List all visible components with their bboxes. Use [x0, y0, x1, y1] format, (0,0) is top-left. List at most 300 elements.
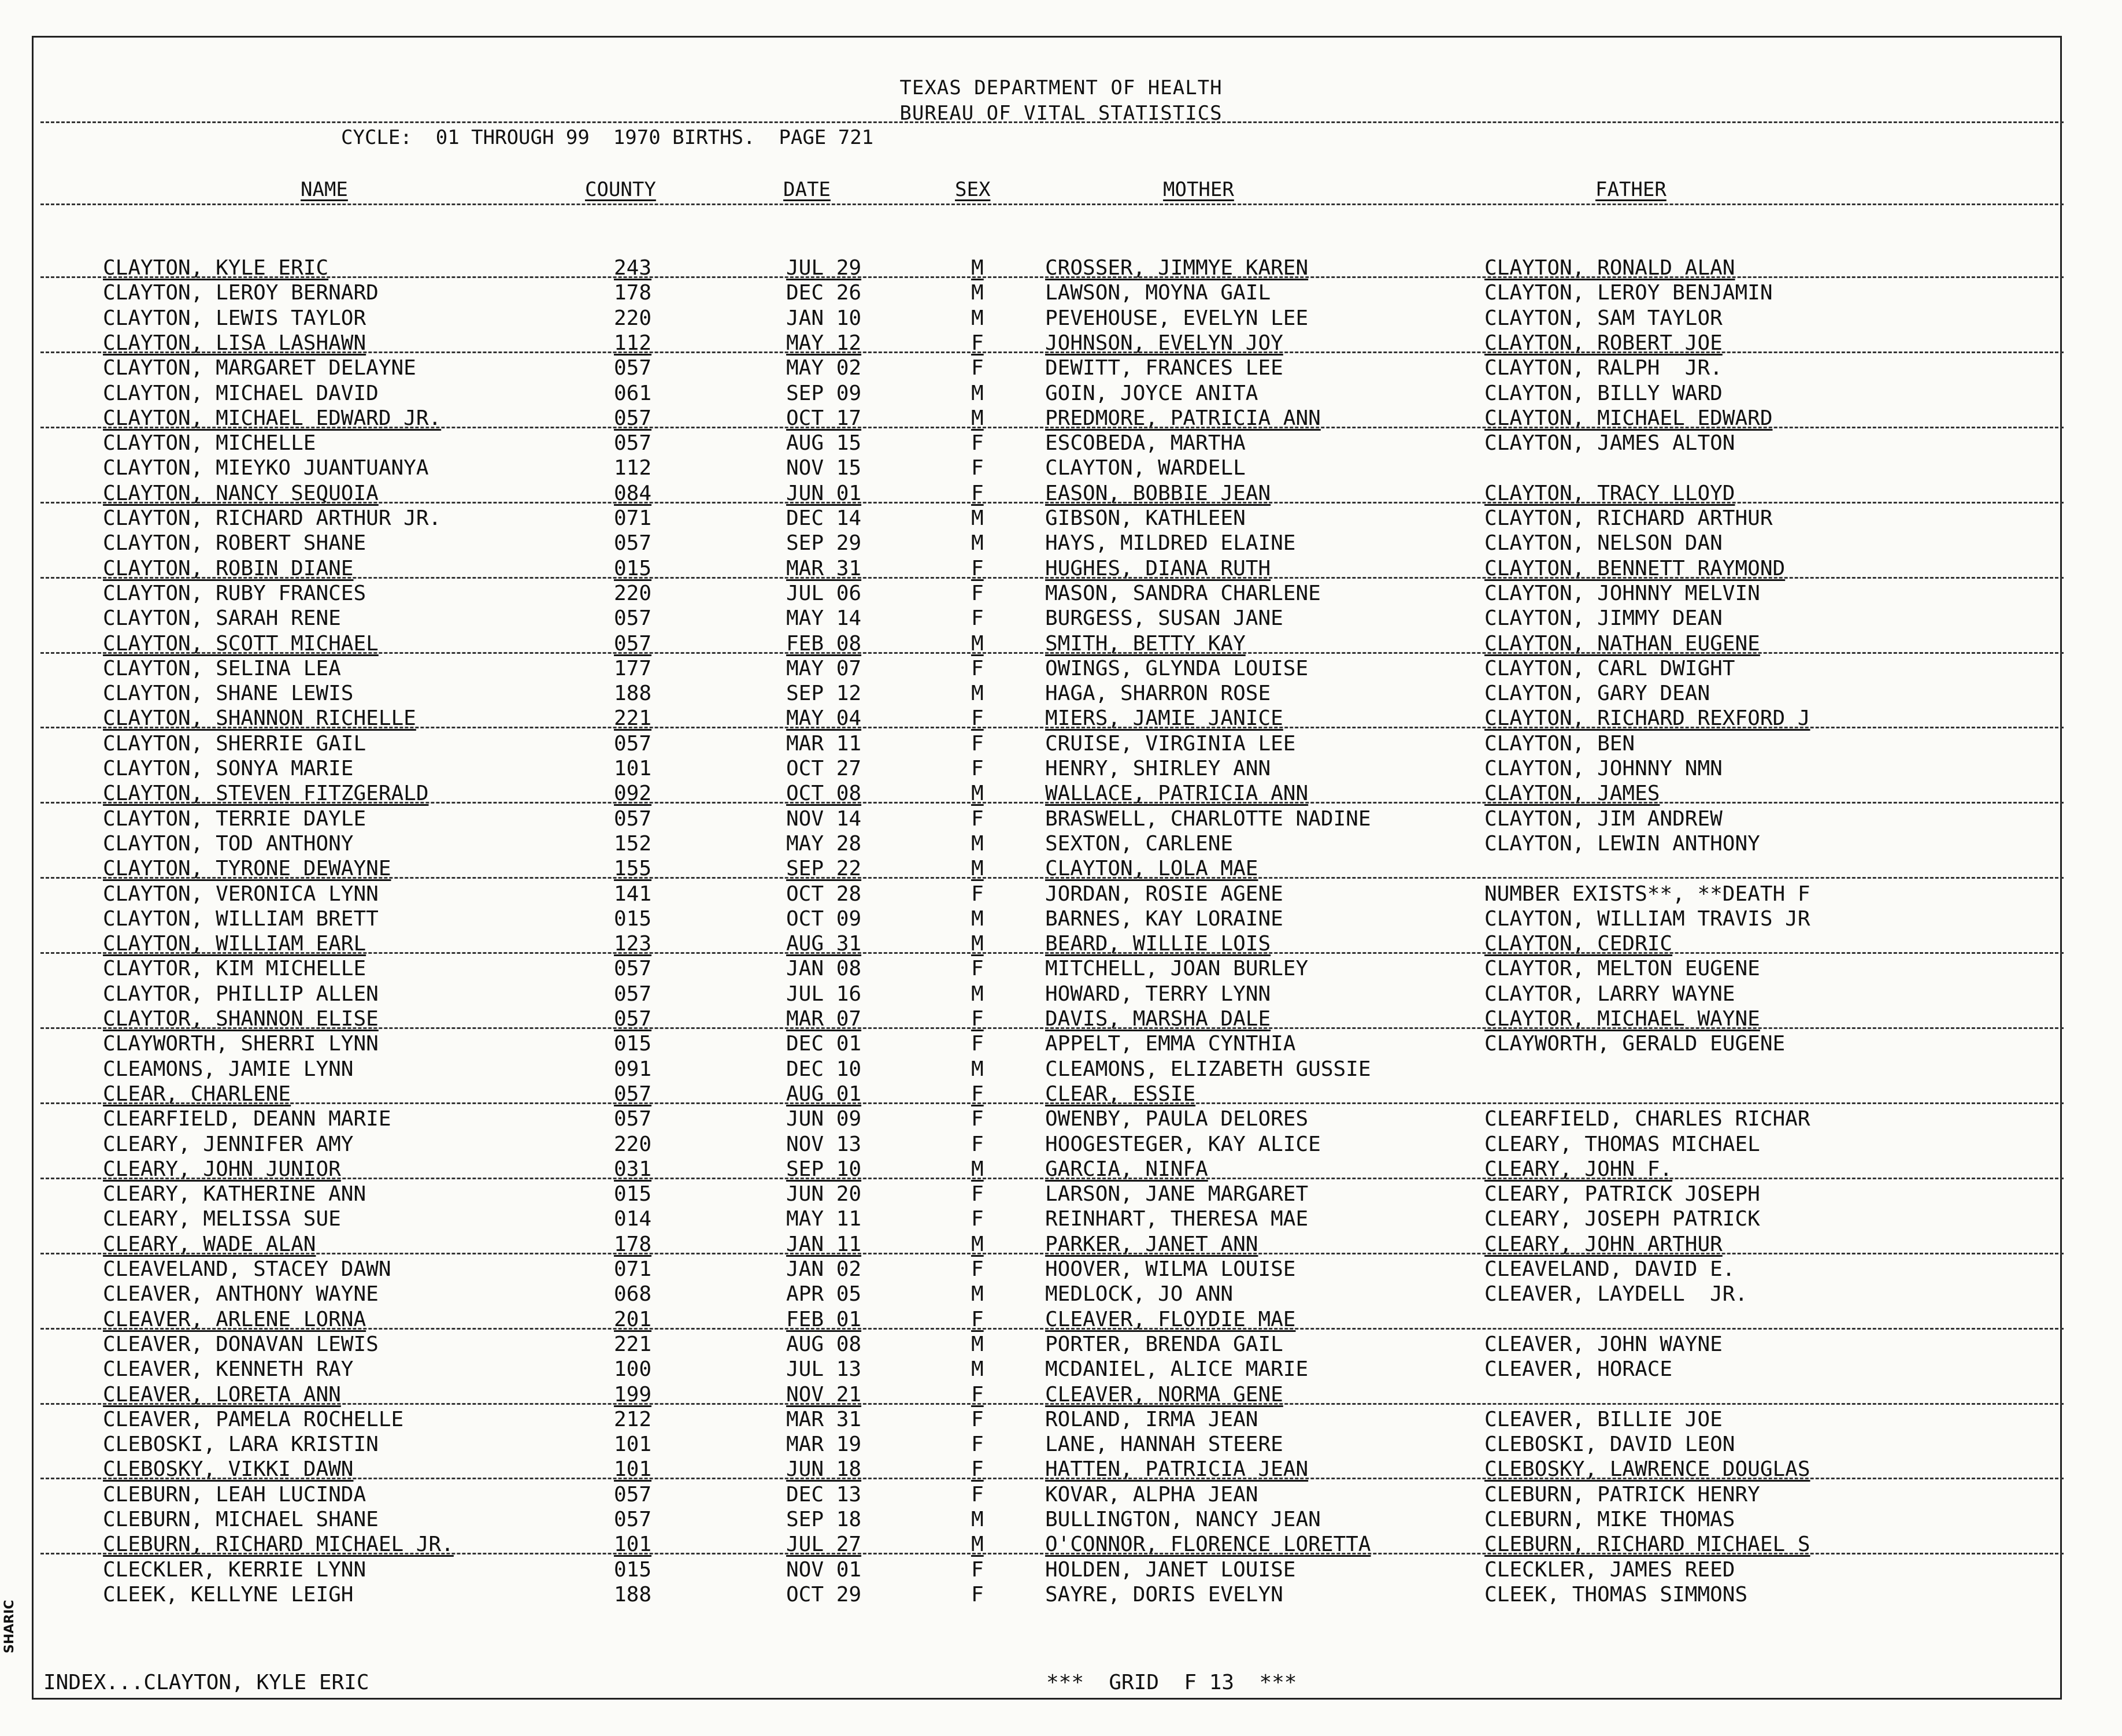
- row-divider: [40, 877, 2064, 879]
- cell-date: JUN 20: [786, 1182, 862, 1206]
- cell-father: CLAYTON, RICHARD REXFORD J: [1484, 706, 1810, 731]
- cell-county: 221: [614, 706, 652, 731]
- cell-date: APR 05: [786, 1282, 862, 1306]
- cell-father: CLAYTON, JOHNNY MELVIN: [1484, 581, 1760, 605]
- grid-footer: *** GRID F 13 ***: [1046, 1671, 1297, 1694]
- cell-sex: F: [971, 1207, 984, 1231]
- cell-mother: CLEAR, ESSIE: [1045, 1082, 1196, 1106]
- cell-name: CLEAMONS, JAMIE LYNN: [103, 1057, 354, 1081]
- cell-date: MAR 19: [786, 1433, 862, 1457]
- cell-name: CLAYTON, TERRIE DAYLE: [103, 806, 366, 831]
- cell-father: CLAYTON, RICHARD ARTHUR: [1484, 506, 1773, 530]
- cell-mother: DAVIS, MARSHA DALE: [1045, 1007, 1271, 1031]
- cell-name: CLEARY, WADE ALAN: [103, 1232, 316, 1256]
- cell-sex: F: [971, 481, 984, 505]
- cell-county: 057: [614, 1007, 652, 1031]
- row-divider: [40, 1553, 2064, 1554]
- cell-sex: M: [971, 1232, 984, 1256]
- cell-name: CLAYTON, TOD ANTHONY: [103, 831, 354, 856]
- table-row: [0, 1357, 2122, 1382]
- cell-name: CLAYWORTH, SHERRI LYNN: [103, 1032, 379, 1056]
- cell-county: 141: [614, 882, 652, 906]
- cell-name: CLEBOSKY, VIKKI DAWN: [103, 1457, 354, 1482]
- cell-mother: REINHART, THERESA MAE: [1045, 1207, 1309, 1231]
- table-row: [0, 806, 2122, 831]
- cell-sex: M: [971, 906, 984, 931]
- table-row: [0, 982, 2122, 1006]
- table-row: [0, 381, 2122, 406]
- cell-sex: M: [971, 306, 984, 330]
- cell-county: 057: [614, 731, 652, 756]
- cell-date: MAY 12: [786, 331, 862, 355]
- table-row: [0, 1206, 2122, 1231]
- cell-mother: BRASWELL, CHARLOTTE NADINE: [1045, 806, 1371, 831]
- cell-name: CLECKLER, KERRIE LYNN: [103, 1557, 366, 1582]
- cell-name: CLAYTON, MICHAEL EDWARD JR.: [103, 406, 442, 430]
- cell-father: CLEAVELAND, DAVID E.: [1484, 1257, 1735, 1281]
- cell-county: 014: [614, 1207, 652, 1231]
- cell-sex: M: [971, 1057, 984, 1081]
- cell-mother: MCDANIEL, ALICE MARIE: [1045, 1357, 1309, 1382]
- cell-sex: F: [971, 1032, 984, 1056]
- cell-name: CLEAVER, ARLENE LORNA: [103, 1307, 366, 1331]
- cell-mother: CLEAVER, FLOYDIE MAE: [1045, 1307, 1296, 1331]
- cell-father: CLEBURN, PATRICK HENRY: [1484, 1482, 1760, 1506]
- cell-sex: M: [971, 281, 984, 305]
- cell-date: JUN 01: [786, 481, 862, 505]
- cell-father: CLEARY, THOMAS MICHAEL: [1484, 1132, 1760, 1156]
- cell-county: 057: [614, 982, 652, 1006]
- cell-mother: APPELT, EMMA CYNTHIA: [1045, 1032, 1296, 1056]
- column-header-county: COUNTY: [585, 178, 656, 201]
- cell-father: CLAYTON, NELSON DAN: [1484, 531, 1723, 556]
- cell-date: SEP 09: [786, 381, 862, 405]
- cell-date: JAN 08: [786, 957, 862, 981]
- cell-mother: ESCOBEDA, MARTHA: [1045, 431, 1246, 456]
- cell-father: CLEARY, JOHN ARTHUR: [1484, 1232, 1723, 1256]
- table-row: [0, 1132, 2122, 1157]
- cell-father: CLAYTON, MICHAEL EDWARD: [1484, 406, 1773, 430]
- cell-mother: HATTEN, PATRICIA JEAN: [1045, 1457, 1309, 1482]
- cell-mother: CRUISE, VIRGINIA LEE: [1045, 731, 1296, 756]
- cell-mother: PEVEHOUSE, EVELYN LEE: [1045, 306, 1309, 330]
- cell-sex: F: [971, 1482, 984, 1506]
- column-header-mother: MOTHER: [1163, 178, 1234, 201]
- cell-county: 015: [614, 1182, 652, 1206]
- cell-name: CLEBURN, LEAH LUCINDA: [103, 1482, 366, 1506]
- cell-sex: F: [971, 356, 984, 380]
- cell-sex: M: [971, 1282, 984, 1306]
- table-row: [0, 506, 2122, 531]
- table-row: [0, 731, 2122, 756]
- cell-mother: SMITH, BETTY KAY: [1045, 631, 1246, 656]
- cell-father: CLEARY, JOSEPH PATRICK: [1484, 1207, 1760, 1231]
- cell-father: CLAYWORTH, GERALD EUGENE: [1484, 1032, 1786, 1056]
- cell-mother: HAGA, SHARRON ROSE: [1045, 682, 1271, 706]
- cell-father: CLEAVER, HORACE: [1484, 1357, 1673, 1382]
- row-divider: [40, 276, 2064, 278]
- cell-mother: CLAYTON, WARDELL: [1045, 456, 1246, 480]
- cell-father: NUMBER EXISTS**, **DEATH F: [1484, 882, 1810, 906]
- cell-name: CLEAVER, PAMELA ROCHELLE: [103, 1407, 404, 1431]
- cell-sex: F: [971, 1457, 984, 1482]
- cell-sex: F: [971, 1182, 984, 1206]
- table-row: [0, 356, 2122, 380]
- cell-father: CLAYTOR, MICHAEL WAYNE: [1484, 1007, 1760, 1031]
- bureau-title: BUREAU OF VITAL STATISTICS: [899, 102, 1223, 125]
- cell-county: 071: [614, 506, 652, 530]
- table-row: [0, 1557, 2122, 1582]
- cell-mother: CLEAMONS, ELIZABETH GUSSIE: [1045, 1057, 1371, 1081]
- cell-county: 061: [614, 381, 652, 405]
- table-row: [0, 1482, 2122, 1507]
- cell-mother: MITCHELL, JOAN BURLEY: [1045, 957, 1309, 981]
- cell-county: 178: [614, 1232, 652, 1256]
- cell-father: CLAYTON, JAMES ALTON: [1484, 431, 1735, 456]
- cell-county: 101: [614, 1533, 652, 1557]
- cell-date: JAN 10: [786, 306, 862, 330]
- cell-date: JUL 06: [786, 581, 862, 605]
- cell-mother: CLEAVER, NORMA GENE: [1045, 1382, 1283, 1406]
- cell-date: OCT 17: [786, 406, 862, 430]
- cell-name: CLEARY, MELISSA SUE: [103, 1207, 341, 1231]
- column-header-sex: SEX: [955, 178, 991, 201]
- cell-sex: F: [971, 1132, 984, 1156]
- cell-county: 057: [614, 806, 652, 831]
- cell-mother: OWINGS, GLYNDA LOUISE: [1045, 656, 1309, 680]
- cell-county: 057: [614, 406, 652, 430]
- cell-name: CLEAVER, LORETA ANN: [103, 1382, 341, 1406]
- cell-mother: LAWSON, MOYNA GAIL: [1045, 281, 1271, 305]
- cell-sex: M: [971, 932, 984, 956]
- cell-father: CLEAVER, LAYDELL JR.: [1484, 1282, 1748, 1306]
- row-divider: [40, 1478, 2064, 1479]
- cell-county: 057: [614, 606, 652, 631]
- cell-mother: BEARD, WILLIE LOIS: [1045, 932, 1271, 956]
- cell-sex: F: [971, 1107, 984, 1131]
- cell-county: 057: [614, 1508, 652, 1531]
- cell-county: 031: [614, 1157, 652, 1181]
- cell-name: CLAYTON, NANCY SEQUOIA: [103, 481, 379, 505]
- cell-father: CLAYTON, ROBERT JOE: [1484, 331, 1723, 355]
- row-divider: [40, 727, 2064, 728]
- cell-father: CLEAVER, JOHN WAYNE: [1484, 1332, 1723, 1356]
- cell-sex: M: [971, 1508, 984, 1531]
- cell-name: CLEBURN, RICHARD MICHAEL JR.: [103, 1533, 454, 1557]
- cell-county: 201: [614, 1307, 652, 1331]
- cell-name: CLAYTON, STEVEN FITZGERALD: [103, 782, 429, 806]
- cell-father: CLAYTOR, MELTON EUGENE: [1484, 957, 1760, 981]
- cell-name: CLAYTON, SARAH RENE: [103, 606, 341, 631]
- cell-sex: M: [971, 1332, 984, 1356]
- cell-date: FEB 08: [786, 631, 862, 656]
- cell-date: NOV 21: [786, 1382, 862, 1406]
- cell-mother: MIERS, JAMIE JANICE: [1045, 706, 1283, 731]
- cell-sex: M: [971, 782, 984, 806]
- table-row: [0, 956, 2122, 981]
- cell-mother: PREDMORE, PATRICIA ANN: [1045, 406, 1321, 430]
- cell-name: CLAYTON, ROBIN DIANE: [103, 556, 354, 580]
- cell-sex: M: [971, 256, 984, 280]
- cell-mother: MEDLOCK, JO ANN: [1045, 1282, 1234, 1306]
- header-divider: [40, 121, 2064, 123]
- cell-sex: M: [971, 982, 984, 1006]
- cell-sex: M: [971, 682, 984, 706]
- cell-date: MAY 07: [786, 656, 862, 680]
- cell-county: 057: [614, 356, 652, 380]
- cell-father: CLAYTON, LEWIN ANTHONY: [1484, 831, 1760, 856]
- cell-mother: HOOGESTEGER, KAY ALICE: [1045, 1132, 1321, 1156]
- table-row: [0, 831, 2122, 856]
- cell-mother: HOOVER, WILMA LOUISE: [1045, 1257, 1296, 1281]
- cell-father: CLEBOSKY, LAWRENCE DOUGLAS: [1484, 1457, 1810, 1482]
- cell-county: 057: [614, 1107, 652, 1131]
- cell-name: CLAYTON, LEROY BERNARD: [103, 281, 379, 305]
- cell-name: CLAYTON, MIEYKO JUANTUANYA: [103, 456, 429, 480]
- cell-county: 057: [614, 957, 652, 981]
- cell-mother: DEWITT, FRANCES LEE: [1045, 356, 1283, 380]
- cell-county: 112: [614, 331, 652, 355]
- cell-name: CLAYTON, SELINA LEA: [103, 656, 341, 680]
- cell-name: CLEAVER, ANTHONY WAYNE: [103, 1282, 379, 1306]
- cell-father: CLEBURN, RICHARD MICHAEL S: [1484, 1533, 1810, 1557]
- cell-sex: F: [971, 431, 984, 456]
- cell-date: OCT 29: [786, 1582, 862, 1607]
- cell-sex: F: [971, 806, 984, 831]
- table-row: [0, 1031, 2122, 1056]
- cell-name: CLAYTOR, PHILLIP ALLEN: [103, 982, 379, 1006]
- cell-mother: LANE, HANNAH STEERE: [1045, 1433, 1283, 1457]
- cell-father: CLEARY, PATRICK JOSEPH: [1484, 1182, 1760, 1206]
- cell-mother: ROLAND, IRMA JEAN: [1045, 1407, 1258, 1431]
- row-divider: [40, 1102, 2064, 1104]
- cell-sex: F: [971, 1082, 984, 1106]
- cell-name: CLAYTON, TYRONE DEWAYNE: [103, 857, 391, 881]
- cell-date: MAR 11: [786, 731, 862, 756]
- cell-date: AUG 31: [786, 932, 862, 956]
- cell-date: NOV 01: [786, 1557, 862, 1582]
- cell-father: CLEBOSKI, DAVID LEON: [1484, 1433, 1735, 1457]
- cell-date: AUG 15: [786, 431, 862, 456]
- cycle-line: CYCLE: 01 THROUGH 99 1970 BIRTHS. PAGE 721: [341, 126, 874, 149]
- cell-date: JUL 27: [786, 1533, 862, 1557]
- cell-father: CLAYTON, JIM ANDREW: [1484, 806, 1723, 831]
- row-divider: [40, 652, 2064, 654]
- cell-sex: F: [971, 1007, 984, 1031]
- cell-date: JAN 02: [786, 1257, 862, 1281]
- cell-county: 177: [614, 656, 652, 680]
- cell-name: CLAYTON, LEWIS TAYLOR: [103, 306, 366, 330]
- cell-mother: BURGESS, SUSAN JANE: [1045, 606, 1283, 631]
- table-row: [0, 1182, 2122, 1206]
- table-row: [0, 606, 2122, 631]
- cell-father: CLAYTON, BILLY WARD: [1484, 381, 1723, 405]
- cell-sex: F: [971, 606, 984, 631]
- table-row: [0, 531, 2122, 556]
- cell-father: CLAYTON, RONALD ALAN: [1484, 256, 1735, 280]
- cell-father: CLEAVER, BILLIE JOE: [1484, 1407, 1723, 1431]
- cell-name: CLEAVER, DONAVAN LEWIS: [103, 1332, 379, 1356]
- cell-name: CLAYTOR, KIM MICHELLE: [103, 957, 366, 981]
- cell-date: SEP 10: [786, 1157, 862, 1181]
- cell-sex: F: [971, 757, 984, 780]
- row-divider: [40, 1328, 2064, 1330]
- cell-mother: OWENBY, PAULA DELORES: [1045, 1107, 1309, 1131]
- cell-sex: F: [971, 1382, 984, 1406]
- cell-date: MAR 31: [786, 1407, 862, 1431]
- cell-mother: CROSSER, JIMMYE KAREN: [1045, 256, 1309, 280]
- cell-father: CLAYTON, LEROY BENJAMIN: [1484, 281, 1773, 305]
- row-divider: [40, 1403, 2064, 1405]
- cell-mother: SAYRE, DORIS EVELYN: [1045, 1582, 1283, 1607]
- cell-county: 220: [614, 306, 652, 330]
- cell-mother: LARSON, JANE MARGARET: [1045, 1182, 1309, 1206]
- cell-county: 057: [614, 431, 652, 456]
- cell-county: 220: [614, 581, 652, 605]
- cell-mother: HUGHES, DIANA RUTH: [1045, 556, 1271, 580]
- cell-date: SEP 22: [786, 857, 862, 881]
- cell-date: DEC 26: [786, 281, 862, 305]
- row-divider: [40, 577, 2064, 579]
- cell-county: 212: [614, 1407, 652, 1431]
- cell-county: 101: [614, 1433, 652, 1457]
- cell-name: CLEARY, JENNIFER AMY: [103, 1132, 354, 1156]
- cell-mother: GOIN, JOYCE ANITA: [1045, 381, 1258, 405]
- cell-father: CLAYTON, BENNETT RAYMOND: [1484, 556, 1786, 580]
- cell-name: CLAYTON, SHERRIE GAIL: [103, 731, 366, 756]
- cell-county: 071: [614, 1257, 652, 1281]
- cell-date: DEC 01: [786, 1032, 862, 1056]
- cell-name: CLEBOSKI, LARA KRISTIN: [103, 1433, 379, 1457]
- cell-date: MAY 28: [786, 831, 862, 856]
- table-row: [0, 1507, 2122, 1532]
- cell-father: CLAYTON, JOHNNY NMN: [1484, 757, 1723, 780]
- cell-date: SEP 29: [786, 531, 862, 556]
- cell-sex: M: [971, 531, 984, 556]
- cell-sex: F: [971, 1582, 984, 1607]
- index-footer: INDEX...CLAYTON, KYLE ERIC: [43, 1671, 369, 1694]
- table-row: [0, 1582, 2122, 1607]
- cell-name: CLAYTON, SONYA MARIE: [103, 757, 354, 780]
- cell-date: JUN 18: [786, 1457, 862, 1482]
- cell-mother: BULLINGTON, NANCY JEAN: [1045, 1508, 1321, 1531]
- row-divider: [40, 1253, 2064, 1254]
- table-row: [0, 1407, 2122, 1432]
- cell-name: CLAYTON, SCOTT MICHAEL: [103, 631, 379, 656]
- cell-date: JUL 29: [786, 256, 862, 280]
- cell-mother: HOLDEN, JANET LOUISE: [1045, 1557, 1296, 1582]
- cell-sex: F: [971, 957, 984, 981]
- table-row: [0, 1432, 2122, 1457]
- cell-county: 112: [614, 456, 652, 480]
- cell-sex: F: [971, 456, 984, 480]
- row-divider: [40, 1178, 2064, 1179]
- cell-county: 101: [614, 1457, 652, 1482]
- row-divider: [40, 427, 2064, 428]
- cell-father: CLECKLER, JAMES REED: [1484, 1557, 1735, 1582]
- cell-sex: F: [971, 556, 984, 580]
- cell-date: OCT 09: [786, 906, 862, 931]
- cell-name: CLAYTON, LISA LASHAWN: [103, 331, 366, 355]
- cell-county: 092: [614, 782, 652, 806]
- cell-date: DEC 10: [786, 1057, 862, 1081]
- row-divider: [40, 1027, 2064, 1029]
- cell-name: CLAYTON, RICHARD ARTHUR JR.: [103, 506, 442, 530]
- cell-date: FEB 01: [786, 1307, 862, 1331]
- cell-mother: CLAYTON, LOLA MAE: [1045, 857, 1258, 881]
- cell-father: CLAYTON, JAMES: [1484, 782, 1660, 806]
- cell-county: 015: [614, 1032, 652, 1056]
- cell-county: 220: [614, 1132, 652, 1156]
- cell-county: 057: [614, 1482, 652, 1506]
- cell-date: OCT 28: [786, 882, 862, 906]
- cell-sex: M: [971, 506, 984, 530]
- cell-county: 015: [614, 1557, 652, 1582]
- cell-name: CLEBURN, MICHAEL SHANE: [103, 1508, 379, 1531]
- table-row: [0, 681, 2122, 706]
- cell-name: CLEAVELAND, STACEY DAWN: [103, 1257, 391, 1281]
- cell-father: CLAYTON, RALPH JR.: [1484, 356, 1723, 380]
- cell-date: JUL 13: [786, 1357, 862, 1382]
- cell-mother: SEXTON, CARLENE: [1045, 831, 1234, 856]
- cell-father: CLAYTON, BEN: [1484, 731, 1635, 756]
- cell-name: CLAYTON, KYLE ERIC: [103, 256, 329, 280]
- cell-date: JAN 11: [786, 1232, 862, 1256]
- table-row: [0, 1257, 2122, 1282]
- cell-date: OCT 27: [786, 757, 862, 780]
- cell-mother: O'CONNOR, FLORENCE LORETTA: [1045, 1533, 1371, 1557]
- cell-sex: F: [971, 706, 984, 731]
- cell-date: MAY 11: [786, 1207, 862, 1231]
- table-row: [0, 882, 2122, 906]
- row-divider: [40, 351, 2064, 353]
- cell-sex: M: [971, 381, 984, 405]
- cell-date: AUG 01: [786, 1082, 862, 1106]
- cell-mother: GIBSON, KATHLEEN: [1045, 506, 1246, 530]
- cell-father: CLEARY, JOHN F.: [1484, 1157, 1673, 1181]
- cell-name: CLAYTON, ROBERT SHANE: [103, 531, 366, 556]
- cell-sex: M: [971, 1357, 984, 1382]
- table-row: [0, 1282, 2122, 1306]
- cell-mother: HENRY, SHIRLEY ANN: [1045, 757, 1271, 780]
- cell-sex: F: [971, 1307, 984, 1331]
- cell-name: CLAYTON, WILLIAM BRETT: [103, 906, 379, 931]
- cell-date: AUG 08: [786, 1332, 862, 1356]
- cell-name: CLAYTON, SHANE LEWIS: [103, 682, 354, 706]
- cell-county: 100: [614, 1357, 652, 1382]
- cell-county: 068: [614, 1282, 652, 1306]
- cell-date: MAY 02: [786, 356, 862, 380]
- cell-sex: F: [971, 1433, 984, 1457]
- cell-sex: M: [971, 406, 984, 430]
- cell-sex: F: [971, 331, 984, 355]
- cell-name: CLAYTON, RUBY FRANCES: [103, 581, 366, 605]
- cell-name: CLEARFIELD, DEANN MARIE: [103, 1107, 391, 1131]
- cell-name: CLAYTON, WILLIAM EARL: [103, 932, 366, 956]
- cell-name: CLAYTON, SHANNON RICHELLE: [103, 706, 416, 731]
- cell-county: 123: [614, 932, 652, 956]
- cell-name: CLAYTON, MARGARET DELAYNE: [103, 356, 416, 380]
- table-row: [0, 756, 2122, 781]
- cell-sex: F: [971, 731, 984, 756]
- cell-date: JUL 16: [786, 982, 862, 1006]
- cell-date: NOV 13: [786, 1132, 862, 1156]
- table-row: [0, 581, 2122, 606]
- cell-date: DEC 13: [786, 1482, 862, 1506]
- cell-sex: M: [971, 831, 984, 856]
- cell-date: NOV 15: [786, 456, 862, 480]
- cell-county: 084: [614, 481, 652, 505]
